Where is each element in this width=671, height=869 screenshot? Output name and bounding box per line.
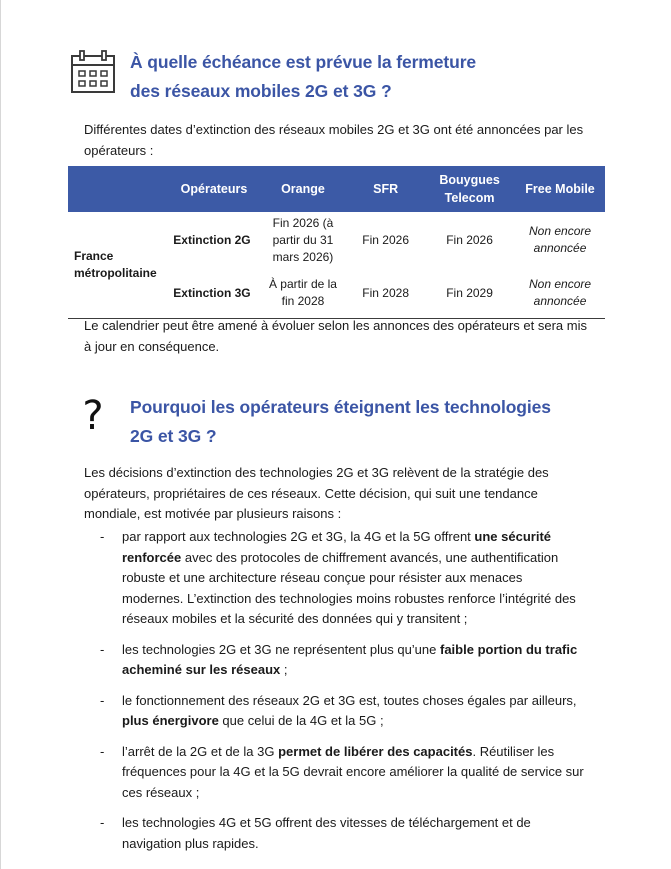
section-title-line-1: Pourquoi les opérateurs éteignent les technologies bbox=[130, 397, 551, 417]
cell-sfr: Fin 2026 bbox=[362, 232, 409, 247]
schedule-intro: Différentes dates d’extinction des réseaux mobiles 2G et 3G ont été annoncées par les opérateurs : bbox=[84, 122, 584, 158]
list-item bbox=[84, 742, 584, 804]
section-heading-schedule bbox=[70, 48, 476, 106]
reason-text: l’arrêt de la 2G et de la 3G bbox=[122, 743, 279, 759]
header-cell-free: Free Mobile bbox=[515, 166, 605, 212]
reason-emphasis: une sécurité renforcée bbox=[122, 529, 552, 565]
header-cell-sfr: SFR bbox=[347, 166, 424, 212]
reason-text: le fonctionnement des réseaux 2G et 3G est, toutes choses égales par ailleurs, bbox=[122, 692, 577, 708]
cell-free: Non encore annoncée bbox=[515, 268, 605, 319]
operators-table bbox=[68, 166, 605, 319]
cell-sfr: Fin 2028 bbox=[347, 268, 424, 319]
section-heading-reasons bbox=[70, 393, 551, 451]
reason-text: les technologies 4G et 5G offrent des vitesses de téléchargement et de navigation plus rapides. bbox=[122, 815, 531, 851]
cell-free: Non encore annoncée bbox=[529, 224, 592, 255]
reason-text: par rapport aux technologies 2G et 3G, la 4G et la 5G offrent bbox=[122, 529, 475, 544]
reason-emphasis: faible portion du trafic acheminé sur les réseaux bbox=[122, 641, 578, 677]
reason-emphasis: permet de libérer des capacités bbox=[278, 743, 473, 759]
schedule-note: Le calendrier peut être amené à évoluer selon les annonces des opérateurs et sera mis à jour en conséquence. bbox=[84, 318, 587, 354]
bullet-dash: - bbox=[100, 692, 105, 708]
reasons-list bbox=[84, 527, 584, 864]
question-mark-glyph: ? bbox=[82, 393, 104, 439]
section-title bbox=[130, 393, 551, 451]
header-cell-bouygues: Bouygues Telecom bbox=[424, 166, 515, 212]
table-row bbox=[68, 212, 605, 268]
region-cell: France métropolitaine bbox=[68, 212, 169, 319]
reasons-intro: Les décisions d’extinction des technologies 2G et 3G relèvent de la stratégie des opérateurs, propriétaires de ces réseaux. Cette décision, qui suit une tendance mondiale, est motivée par plusieurs raisons : bbox=[84, 465, 549, 521]
page-left-border bbox=[0, 0, 1, 869]
header-cell-operateurs: Opérateurs bbox=[169, 166, 258, 212]
list-item bbox=[84, 640, 584, 681]
section-title-line-1: À quelle échéance est prévue la fermeture bbox=[130, 52, 477, 72]
question-mark-icon bbox=[70, 393, 116, 439]
row-label: Extinction 3G bbox=[169, 268, 258, 319]
bullet-dash: - bbox=[100, 815, 105, 830]
section-title-line-2: des réseaux mobiles 2G et 3G ? bbox=[130, 81, 392, 101]
header-cell-orange: Orange bbox=[259, 166, 348, 212]
list-item bbox=[84, 691, 584, 732]
reason-emphasis: plus énergivore bbox=[122, 713, 219, 728]
reason-text-end: ; bbox=[280, 662, 288, 677]
list-item bbox=[84, 527, 584, 630]
header-cell-empty bbox=[68, 166, 169, 212]
section-title bbox=[130, 48, 476, 106]
reason-text: les technologies 2G et 3G ne représentent plus qu’une bbox=[122, 641, 440, 657]
cell-bouygues: Fin 2029 bbox=[424, 268, 515, 319]
calendar-icon bbox=[70, 48, 116, 94]
bullet-dash: - bbox=[100, 641, 105, 657]
cell-bouygues: Fin 2026 bbox=[446, 232, 493, 247]
cell-orange: À partir de la fin 2028 bbox=[259, 268, 348, 319]
reason-text-end: que celui de la 4G et la 5G ; bbox=[218, 713, 384, 728]
section-title-line-2: 2G et 3G ? bbox=[130, 426, 217, 446]
cell-orange: Fin 2026 (à partir du 31 mars 2026) bbox=[272, 215, 334, 264]
reason-text-end: avec des protocoles de chiffrement avancés, une authentification robuste et une architecture réseau conçue pour résister aux menaces modernes. L’extinction des technologies moins robustes renforce l’intégrité des réseaux mobiles et la sécurité des données qui y transitent ; bbox=[122, 549, 576, 626]
bullet-dash: - bbox=[100, 529, 105, 544]
reason-text-end: . Réutiliser les fréquences pour la 4G et la 5G devrait encore améliorer la qualité de service sur ces réseaux ; bbox=[122, 743, 584, 800]
row-label: Extinction 2G bbox=[173, 232, 251, 247]
list-item bbox=[84, 813, 584, 854]
table-header-row bbox=[68, 166, 605, 212]
bullet-dash: - bbox=[100, 743, 105, 759]
